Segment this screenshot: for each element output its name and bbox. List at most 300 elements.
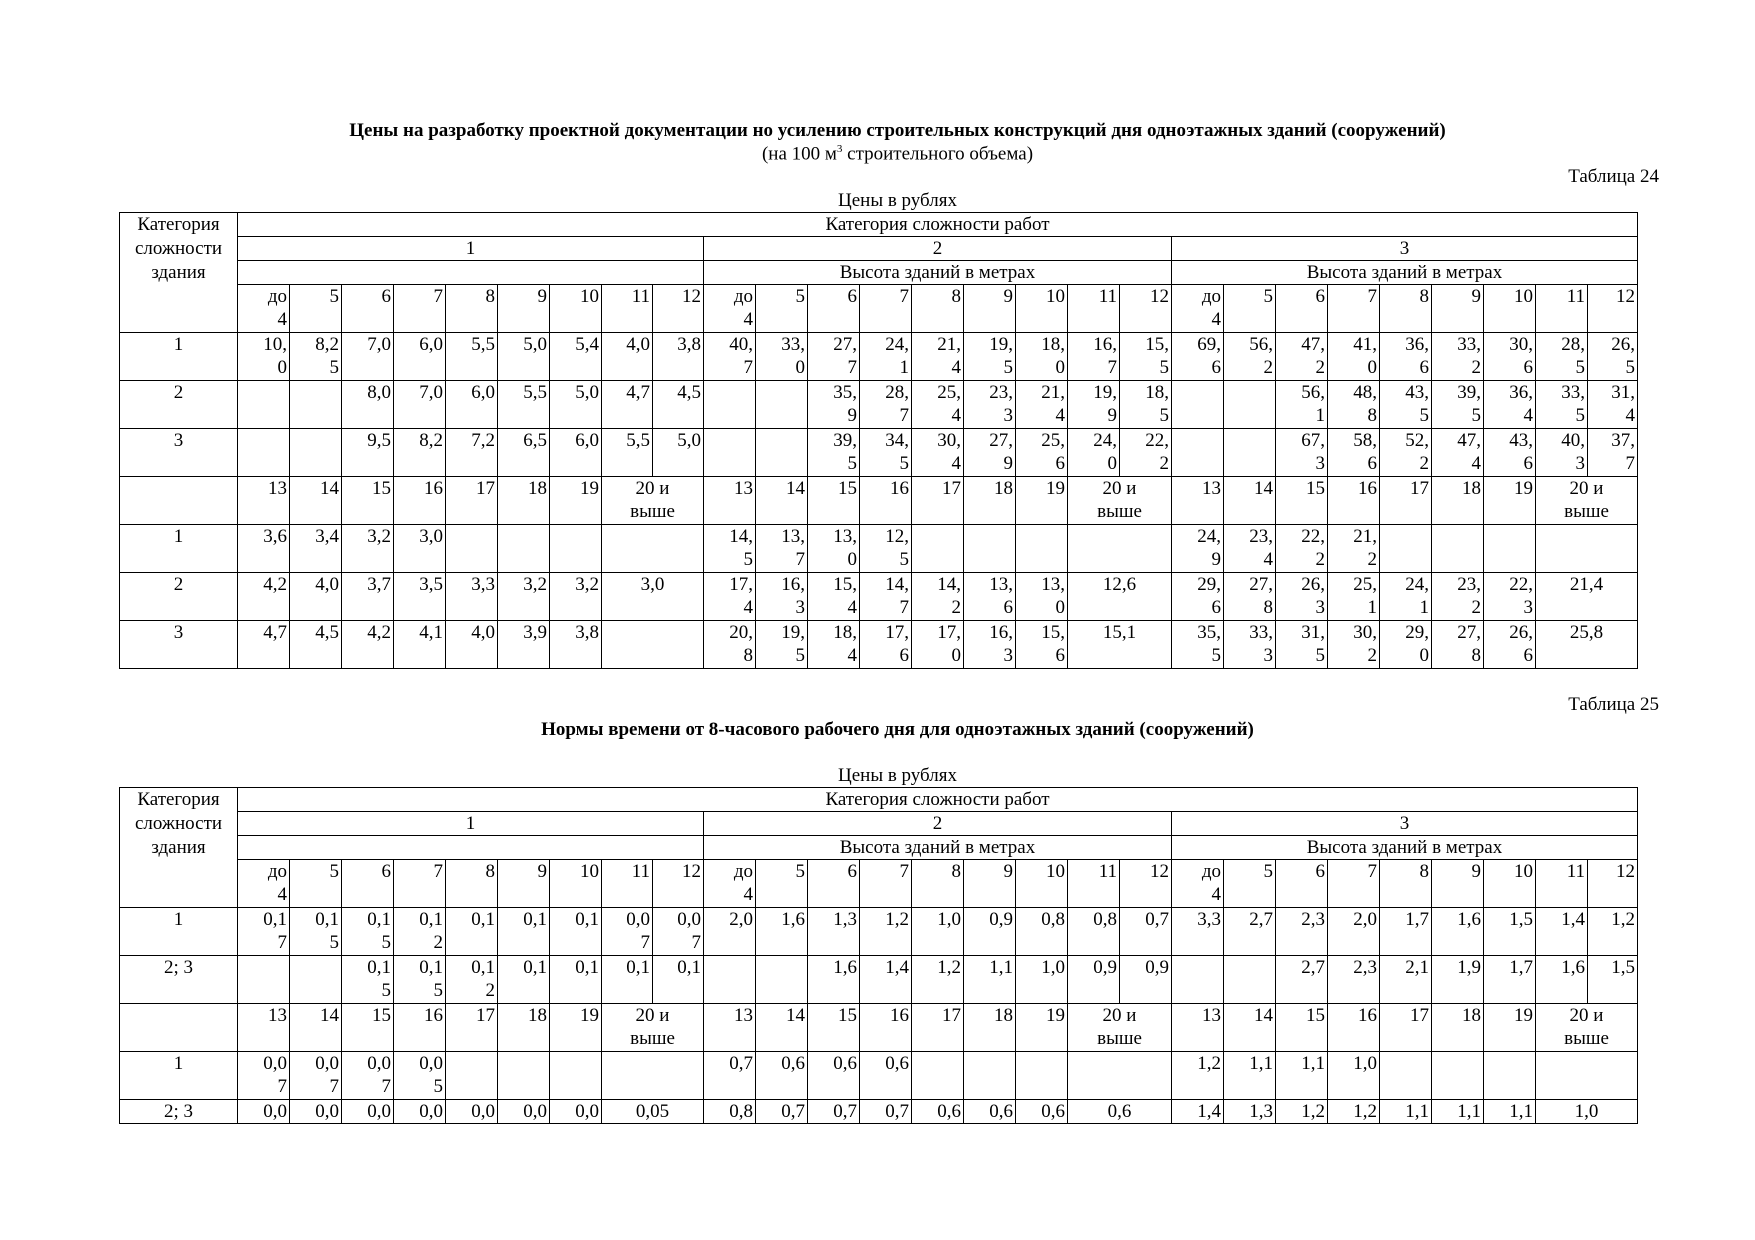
data-row xyxy=(120,1100,1638,1124)
height-col-header xyxy=(704,1004,756,1052)
value-cell xyxy=(912,908,964,956)
row-category: 1 xyxy=(120,333,238,381)
height-col-header xyxy=(446,285,498,333)
cell-value: 10, xyxy=(263,334,287,355)
table24-unit: Цены в рублях xyxy=(838,190,957,211)
cell-value: 6 xyxy=(1419,357,1429,378)
value-cell xyxy=(1068,1052,1172,1100)
height-col-header xyxy=(808,285,860,333)
height-col-header xyxy=(964,860,1016,908)
cell-value: 0 xyxy=(795,357,805,378)
value-cell xyxy=(1328,573,1380,621)
cell-value: 0,0 xyxy=(367,1101,391,1122)
cell-value: 13 xyxy=(268,478,287,499)
value-cell xyxy=(1432,1052,1484,1100)
cell-value: 15, xyxy=(833,574,857,595)
value-cell xyxy=(1120,429,1172,477)
cell-value: 1,2 xyxy=(937,957,961,978)
cell-value: 8 xyxy=(951,861,961,882)
cell-value: 1 xyxy=(1419,597,1429,618)
value-cell xyxy=(704,429,756,477)
cell-value: 1,7 xyxy=(1405,909,1429,930)
height-col-header xyxy=(1588,285,1638,333)
cell-value: 5,0 xyxy=(575,382,599,403)
value-cell xyxy=(1016,621,1068,669)
cell-value: 8 xyxy=(743,645,753,666)
value-cell xyxy=(808,908,860,956)
cell-value: 6 xyxy=(847,286,857,307)
value-cell xyxy=(1172,429,1224,477)
cell-value: 0,1 xyxy=(575,909,599,930)
value-cell xyxy=(756,1052,808,1100)
value-cell xyxy=(1068,1100,1172,1124)
height-col-header xyxy=(808,477,860,525)
height-col-header xyxy=(1536,860,1588,908)
height-empty xyxy=(238,261,704,285)
cell-value: 1 xyxy=(1367,597,1377,618)
value-cell xyxy=(1276,573,1328,621)
cell-value: 35, xyxy=(1197,622,1221,643)
cell-value: 0,9 xyxy=(989,909,1013,930)
cell-value: 10 xyxy=(580,286,599,307)
cell-value: 3 xyxy=(1003,405,1013,426)
value-cell xyxy=(342,621,394,669)
cell-value: 19, xyxy=(1093,382,1117,403)
cell-value: 18, xyxy=(1041,334,1065,355)
cell-value: 0,1 xyxy=(419,909,443,930)
cell-value: 0,1 xyxy=(263,909,287,930)
cell-value: 36, xyxy=(1509,382,1533,403)
cell-value: 0,7 xyxy=(833,1101,857,1122)
cell-value: 19 xyxy=(580,478,599,499)
cell-value: 0,0 xyxy=(523,1101,547,1122)
value-cell xyxy=(704,1052,756,1100)
cell-value: 1,3 xyxy=(833,909,857,930)
height-col-header xyxy=(238,1004,290,1052)
value-cell xyxy=(912,333,964,381)
value-cell xyxy=(1276,381,1328,429)
cell-value: 33, xyxy=(1249,622,1273,643)
value-cell xyxy=(1172,908,1224,956)
cell-value: 6 xyxy=(1211,357,1221,378)
cell-value: 1,1 xyxy=(1457,1101,1481,1122)
value-cell xyxy=(756,1100,808,1124)
cell-value: 1,6 xyxy=(1457,909,1481,930)
cell-value: выше xyxy=(1564,1028,1609,1049)
value-cell xyxy=(1120,908,1172,956)
header-row xyxy=(120,788,1638,812)
value-cell xyxy=(1484,429,1536,477)
cell-value: 0,7 xyxy=(1145,909,1169,930)
cell-value: 3,4 xyxy=(315,526,339,547)
cell-value: 3,0 xyxy=(640,574,665,595)
cell-value: 1,1 xyxy=(1249,1053,1273,1074)
cell-value: 5 xyxy=(1263,286,1273,307)
cell-value: 4,5 xyxy=(677,382,701,403)
cell-value: 4 xyxy=(1211,884,1221,905)
height-col-header xyxy=(446,1004,498,1052)
category-building-line: Категория xyxy=(137,789,220,810)
cell-value: 16 xyxy=(1358,1005,1377,1026)
value-cell xyxy=(860,956,912,1004)
height-col-header xyxy=(1484,1004,1536,1052)
value-cell xyxy=(1224,1052,1276,1100)
cell-value: 4 xyxy=(1523,405,1533,426)
value-cell xyxy=(1536,573,1638,621)
value-cell xyxy=(964,525,1016,573)
cell-value: 15,1 xyxy=(1102,622,1137,643)
category-building-header xyxy=(120,261,238,285)
value-cell xyxy=(1224,525,1276,573)
cell-value: 7 xyxy=(277,1076,287,1097)
value-cell xyxy=(1172,621,1224,669)
value-cell xyxy=(550,333,602,381)
cell-value: 20 и xyxy=(1102,478,1137,499)
cell-value: 18 xyxy=(1462,478,1481,499)
value-cell xyxy=(446,525,498,573)
value-cell xyxy=(446,908,498,956)
cell-value: 0,6 xyxy=(833,1053,857,1074)
row-category: 1 xyxy=(120,525,238,573)
cell-value: 1,6 xyxy=(833,957,857,978)
value-cell xyxy=(550,429,602,477)
cell-value: 33, xyxy=(1457,334,1481,355)
value-cell xyxy=(550,1052,602,1100)
height-col-header xyxy=(498,477,550,525)
cell-value: 1,7 xyxy=(1509,957,1533,978)
height-col-header xyxy=(1536,477,1638,525)
value-cell xyxy=(1484,573,1536,621)
category-work-header: Категория сложности работ xyxy=(238,788,1638,812)
height-label: Высота зданий в метрах xyxy=(704,261,1172,285)
height-col-header xyxy=(756,285,808,333)
cell-value: 2,0 xyxy=(729,909,753,930)
category-building-header xyxy=(120,285,238,333)
cell-value: 18 xyxy=(528,1005,547,1026)
cell-value: 14, xyxy=(885,574,909,595)
data-row xyxy=(120,908,1638,956)
value-cell xyxy=(446,429,498,477)
height-col-header xyxy=(1172,285,1224,333)
height-col-header xyxy=(602,860,653,908)
cell-value: 1,4 xyxy=(1561,909,1585,930)
cell-value: 5,5 xyxy=(523,382,547,403)
value-cell xyxy=(1276,333,1328,381)
cell-value: 3,6 xyxy=(263,526,287,547)
cell-value: 17 xyxy=(1410,1005,1429,1026)
height-col-header xyxy=(1016,285,1068,333)
group-header-1: 1 xyxy=(238,812,704,836)
cell-value: 6,0 xyxy=(419,334,443,355)
data-row xyxy=(120,429,1638,477)
value-cell xyxy=(1172,333,1224,381)
value-cell xyxy=(1224,333,1276,381)
cell-value: 2 xyxy=(1315,357,1325,378)
value-cell xyxy=(964,381,1016,429)
value-cell xyxy=(964,573,1016,621)
cell-value: 0,1 xyxy=(367,957,391,978)
value-cell xyxy=(550,381,602,429)
height-col-header xyxy=(550,285,602,333)
cell-value: 1 xyxy=(1315,405,1325,426)
value-cell xyxy=(860,429,912,477)
cell-value: 0,1 xyxy=(419,957,443,978)
value-cell xyxy=(704,1100,756,1124)
cell-value: 5 xyxy=(1211,645,1221,666)
cell-value: 0,1 xyxy=(677,957,701,978)
cell-value: 7 xyxy=(433,861,443,882)
value-cell xyxy=(498,381,550,429)
cell-value: 5 xyxy=(329,286,339,307)
height-col-header xyxy=(1068,1004,1172,1052)
cell-value: 5 xyxy=(381,980,391,1001)
cell-value: 17, xyxy=(937,622,961,643)
value-cell xyxy=(704,381,756,429)
cell-value: 12 xyxy=(1616,286,1635,307)
value-cell xyxy=(1016,333,1068,381)
table25-title: Нормы времени от 8-часового рабочего дня для одноэтажных зданий (сооружений) xyxy=(541,719,1254,740)
value-cell xyxy=(238,956,290,1004)
cell-value: 0,9 xyxy=(1145,957,1169,978)
height-col-header xyxy=(1380,860,1432,908)
cell-value: 21, xyxy=(1353,526,1377,547)
cell-value: 16, xyxy=(989,622,1013,643)
height-col-header xyxy=(653,860,704,908)
value-cell xyxy=(704,908,756,956)
value-cell xyxy=(1380,525,1432,573)
height-col-header xyxy=(238,285,290,333)
cell-value: 2 xyxy=(951,597,961,618)
cell-value: 11 xyxy=(631,286,650,307)
value-cell xyxy=(704,333,756,381)
header-row xyxy=(120,213,1638,237)
cell-value: 18, xyxy=(833,622,857,643)
cell-value: 1 xyxy=(899,357,909,378)
cell-value: 6 xyxy=(1315,861,1325,882)
value-cell xyxy=(1224,908,1276,956)
value-cell xyxy=(653,908,704,956)
cell-value: 43, xyxy=(1405,382,1429,403)
cell-value: 27, xyxy=(1457,622,1481,643)
value-cell xyxy=(1380,908,1432,956)
category-building-line: сложности xyxy=(134,812,223,834)
cell-value: 14 xyxy=(320,478,339,499)
cell-value: 0 xyxy=(1107,453,1117,474)
cell-value: 14 xyxy=(1254,1005,1273,1026)
value-cell xyxy=(290,333,342,381)
value-cell xyxy=(602,621,704,669)
value-cell xyxy=(238,429,290,477)
height-col-header xyxy=(602,477,704,525)
cell-value: 6,5 xyxy=(523,430,547,451)
height-col-header xyxy=(1328,1004,1380,1052)
value-cell xyxy=(1380,1052,1432,1100)
cell-value: 3,8 xyxy=(677,334,701,355)
cell-value: 4,0 xyxy=(471,622,495,643)
cell-value: 18 xyxy=(528,478,547,499)
value-cell xyxy=(290,1100,342,1124)
cell-value: 0 xyxy=(1367,357,1377,378)
cell-value: 4 xyxy=(743,309,753,330)
height-col-header xyxy=(550,860,602,908)
cell-value: 0,1 xyxy=(575,957,599,978)
value-cell xyxy=(1224,381,1276,429)
value-cell xyxy=(498,429,550,477)
value-cell xyxy=(1432,525,1484,573)
category-building-line: здания xyxy=(151,836,206,858)
value-cell xyxy=(290,956,342,1004)
value-cell xyxy=(704,573,756,621)
value-cell xyxy=(1328,1100,1380,1124)
value-cell xyxy=(756,908,808,956)
value-cell xyxy=(238,1052,290,1100)
cell-value: 17, xyxy=(729,574,753,595)
cell-value: 1,2 xyxy=(1301,1101,1325,1122)
height-col-header xyxy=(912,477,964,525)
height-col-header xyxy=(808,860,860,908)
value-cell xyxy=(290,621,342,669)
height-col-header xyxy=(1224,285,1276,333)
cell-value: 8 xyxy=(1419,286,1429,307)
cell-value: 5 xyxy=(795,861,805,882)
cell-value: 13 xyxy=(734,1005,753,1026)
height-col-header xyxy=(860,477,912,525)
cell-value: 0,0 xyxy=(419,1101,443,1122)
data-row xyxy=(120,381,1638,429)
value-cell xyxy=(342,1100,394,1124)
cell-value: 1,2 xyxy=(1611,909,1635,930)
value-cell xyxy=(238,1100,290,1124)
cell-value: 9 xyxy=(1471,286,1481,307)
cell-value: 8 xyxy=(951,286,961,307)
value-cell xyxy=(1484,525,1536,573)
cell-value: 25, xyxy=(1353,574,1377,595)
value-cell xyxy=(394,381,446,429)
cell-value: 19 xyxy=(1046,478,1065,499)
value-cell xyxy=(498,908,550,956)
cell-value: 13 xyxy=(1202,478,1221,499)
cell-value: 12 xyxy=(682,861,701,882)
cell-value: 13, xyxy=(781,526,805,547)
value-cell xyxy=(1588,429,1638,477)
value-cell xyxy=(498,573,550,621)
cell-value: 3 xyxy=(1315,453,1325,474)
value-cell xyxy=(808,573,860,621)
height-col-header xyxy=(860,285,912,333)
value-cell xyxy=(964,621,1016,669)
cell-value: 14, xyxy=(729,526,753,547)
value-cell xyxy=(394,1052,446,1100)
height-col-header xyxy=(1328,477,1380,525)
value-cell xyxy=(1328,908,1380,956)
value-cell xyxy=(1380,1100,1432,1124)
cell-value: 0,6 xyxy=(1041,1101,1065,1122)
data-row xyxy=(120,525,1638,573)
value-cell xyxy=(964,1100,1016,1124)
cell-value: 15, xyxy=(1041,622,1065,643)
height-col-header xyxy=(1484,477,1536,525)
cell-value: 19 xyxy=(580,1005,599,1026)
value-cell xyxy=(1380,429,1432,477)
cell-value: 20 и xyxy=(635,478,670,499)
cell-value: 33, xyxy=(1561,382,1585,403)
value-cell xyxy=(653,429,704,477)
value-cell xyxy=(394,429,446,477)
cell-value: 7 xyxy=(277,932,287,953)
cell-value: 1,5 xyxy=(1611,957,1635,978)
cell-value: 0,0 xyxy=(471,1101,495,1122)
cell-value: 1,4 xyxy=(1197,1101,1221,1122)
cell-value: 9 xyxy=(1211,549,1221,570)
value-cell xyxy=(808,381,860,429)
cell-value: 25,8 xyxy=(1569,622,1604,643)
cell-value: 3,8 xyxy=(575,622,599,643)
value-cell xyxy=(912,1100,964,1124)
cell-value: 12 xyxy=(1616,861,1635,882)
height-col-header xyxy=(342,285,394,333)
row-category: 3 xyxy=(120,621,238,669)
value-cell xyxy=(1276,908,1328,956)
height-col-header xyxy=(1484,285,1536,333)
cell-value: 58, xyxy=(1353,430,1377,451)
cell-value: 4,7 xyxy=(263,622,287,643)
height-col-header xyxy=(756,1004,808,1052)
value-cell xyxy=(290,381,342,429)
table24-subtitle-prefix: (на 100 м xyxy=(761,143,837,165)
value-cell xyxy=(1276,956,1328,1004)
cell-value: 3,2 xyxy=(575,574,599,595)
cell-value: 4 xyxy=(1211,309,1221,330)
cell-value: 2,3 xyxy=(1353,957,1377,978)
cell-value: 14 xyxy=(1254,478,1273,499)
height-col-header xyxy=(1276,860,1328,908)
cell-value: 1,5 xyxy=(1509,909,1533,930)
height-col-header xyxy=(808,1004,860,1052)
cell-value: 2 xyxy=(1471,357,1481,378)
cell-value: 6 xyxy=(1211,597,1221,618)
value-cell xyxy=(1328,429,1380,477)
cell-value: 16 xyxy=(890,1005,909,1026)
cell-value: 48, xyxy=(1353,382,1377,403)
cell-value: 13 xyxy=(734,478,753,499)
value-cell xyxy=(498,525,550,573)
value-cell xyxy=(1068,333,1120,381)
cell-value: 7 xyxy=(640,932,650,953)
cell-value: 40, xyxy=(729,334,753,355)
value-cell xyxy=(394,621,446,669)
value-cell xyxy=(550,908,602,956)
cell-value: 3 xyxy=(1263,645,1273,666)
table25-label: Таблица 25 xyxy=(1568,694,1659,715)
value-cell xyxy=(1432,333,1484,381)
height-col-header xyxy=(1380,1004,1432,1052)
cell-value: 6 xyxy=(381,861,391,882)
height-col-header xyxy=(1432,1004,1484,1052)
cell-value: 17, xyxy=(885,622,909,643)
cell-value: 2 xyxy=(1159,453,1169,474)
value-cell xyxy=(446,1100,498,1124)
value-cell xyxy=(1536,621,1638,669)
height-col-header xyxy=(1120,860,1172,908)
value-cell xyxy=(342,381,394,429)
column-header-row xyxy=(120,477,1638,525)
height-col-header xyxy=(964,285,1016,333)
category-building-header xyxy=(120,812,238,836)
cell-value: 2 xyxy=(1367,549,1377,570)
row-category: 2 xyxy=(120,573,238,621)
cell-value: 9 xyxy=(537,861,547,882)
cell-value: 16 xyxy=(890,478,909,499)
